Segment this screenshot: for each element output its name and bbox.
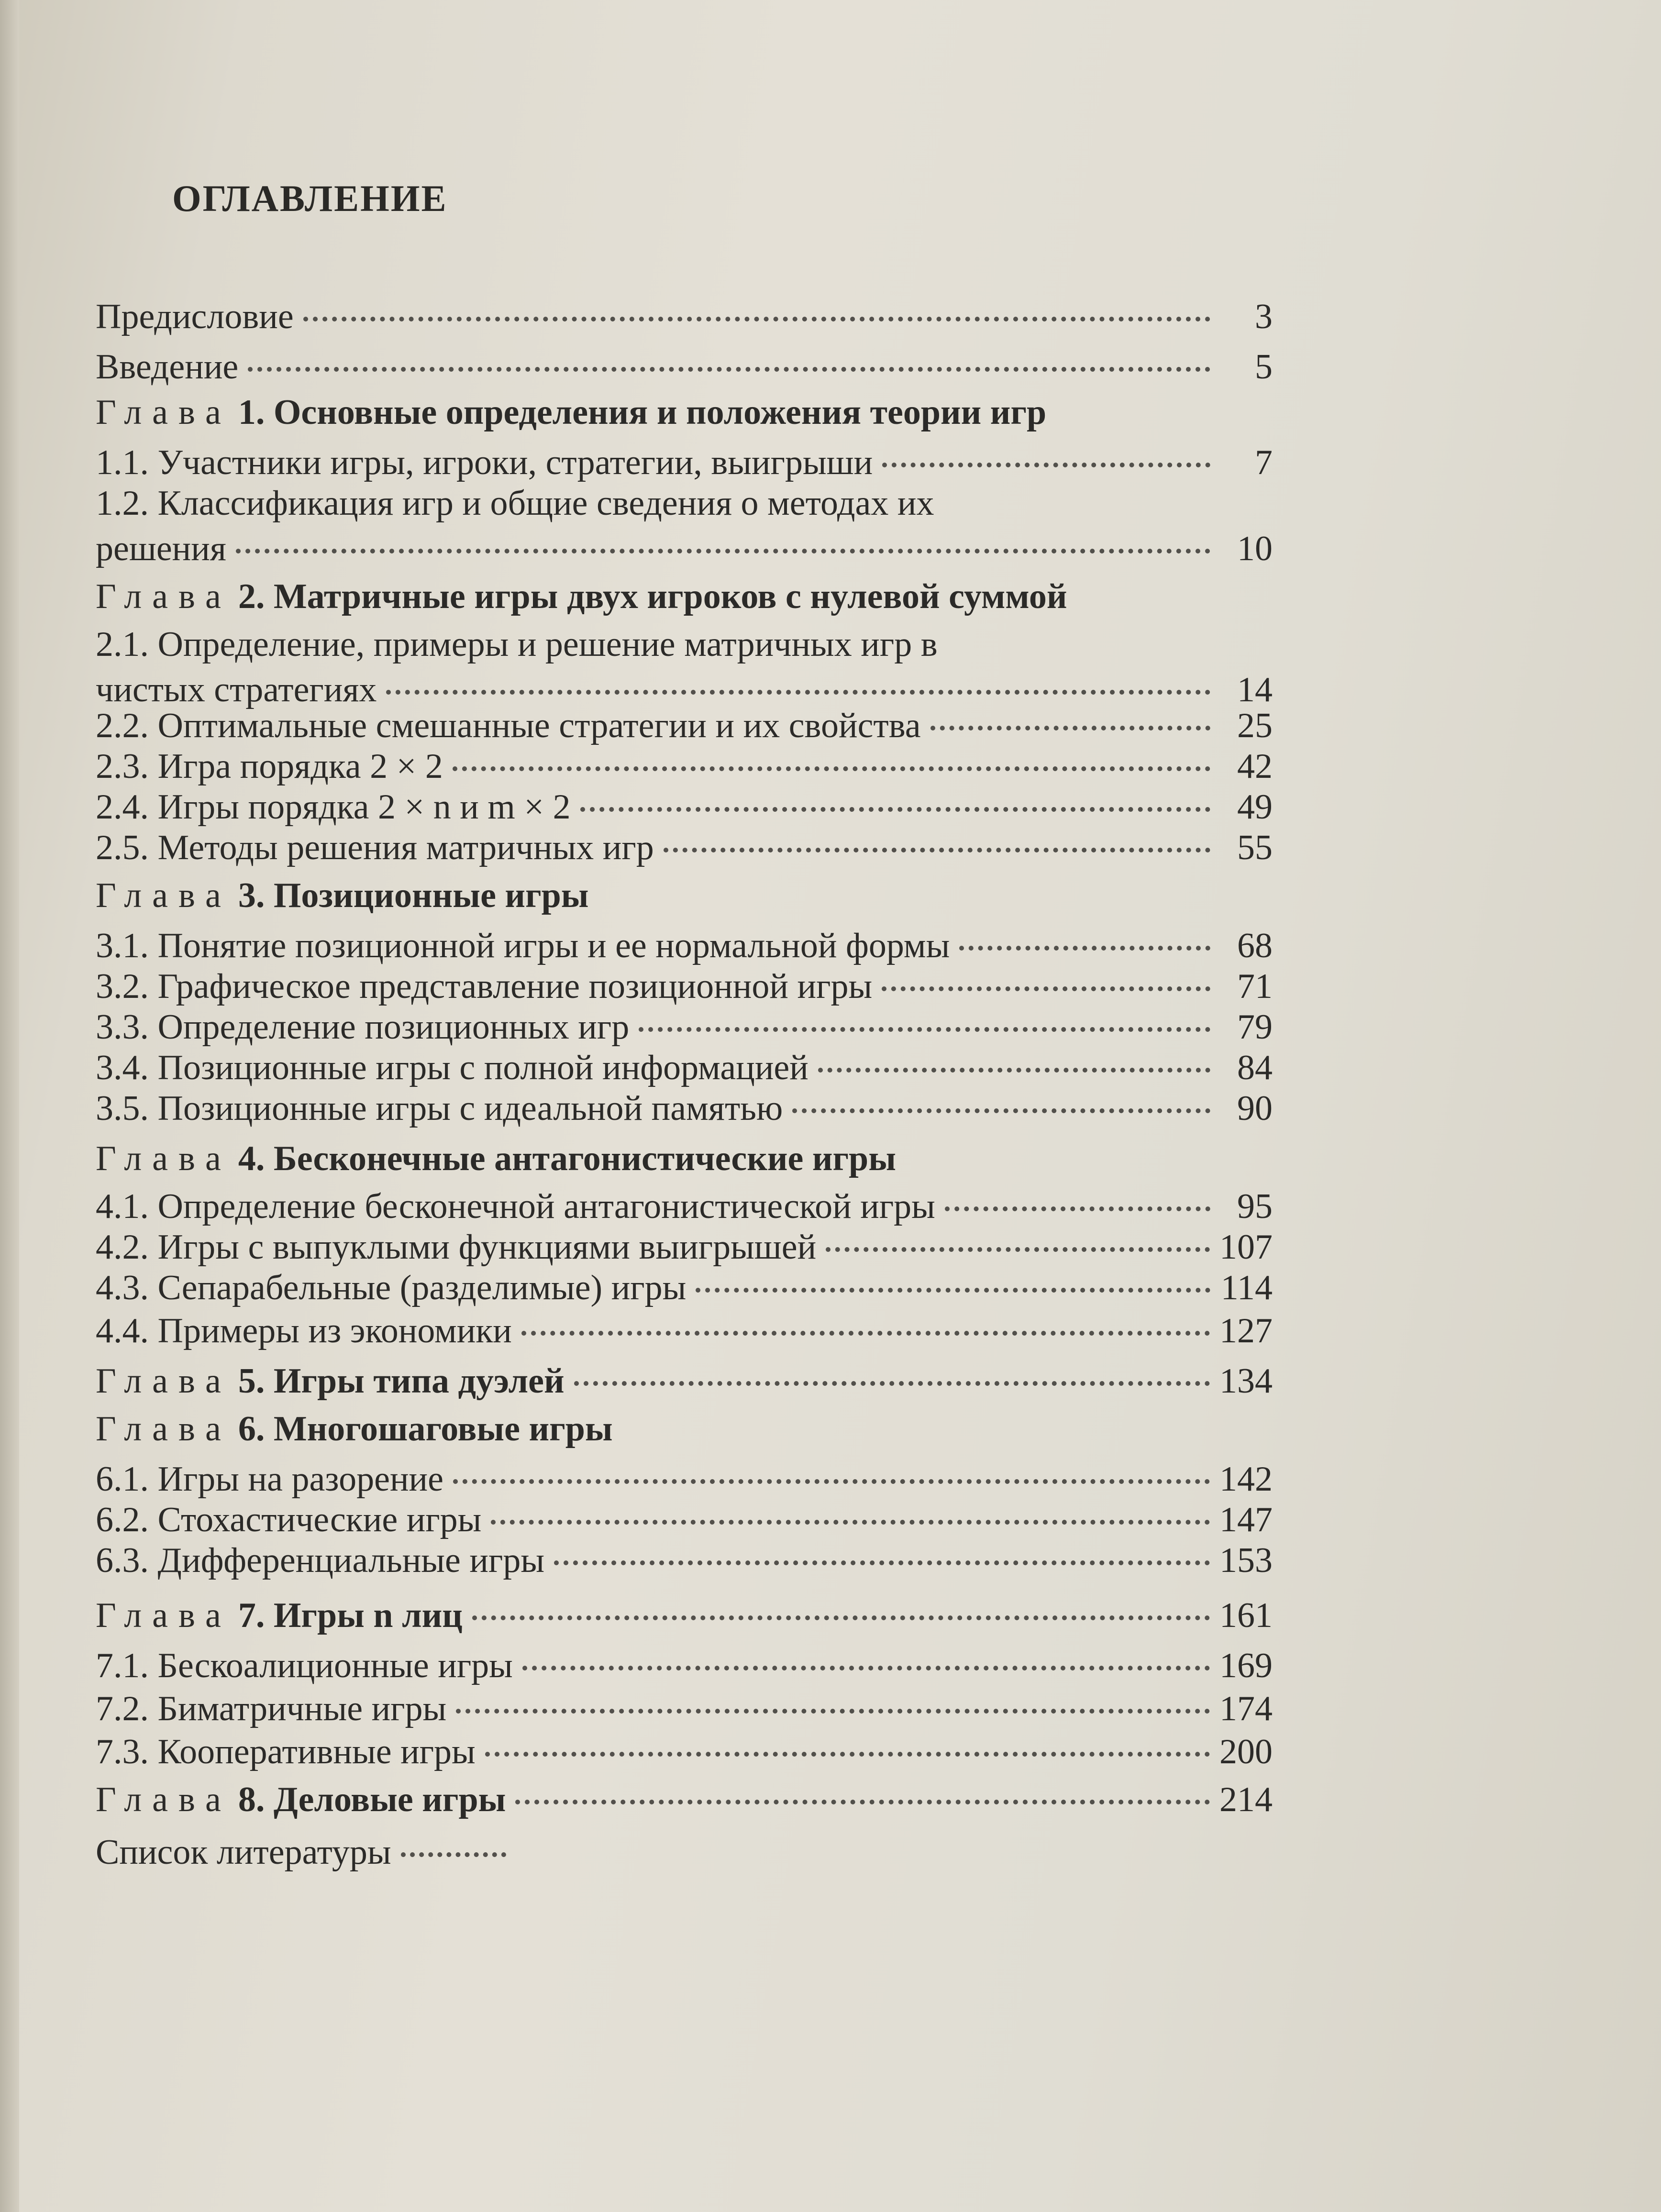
toc-entry-title: 2.5. Методы решения матричных игр [96, 828, 654, 867]
toc-chapter [96, 576, 1273, 619]
dot-leader [664, 843, 1210, 852]
dot-leader [485, 1747, 1210, 1757]
dot-leader [386, 685, 1210, 695]
toc-chapter [96, 1780, 1273, 1823]
dot-leader [580, 802, 1210, 812]
chapter-title: 5. Игры типа дуэлей [238, 1361, 565, 1401]
toc-entry [96, 1732, 1273, 1775]
toc-entry-page: 147 [1219, 1500, 1273, 1539]
toc-entry-page: 95 [1237, 1187, 1273, 1226]
toc-entry-title: Предисловие [96, 297, 294, 336]
toc-entry-page: 3 [1255, 297, 1273, 336]
toc-entry [96, 1227, 1273, 1270]
toc-entry-title-cont: чистых стратегиях [96, 670, 377, 709]
toc-entry-page: 71 [1237, 967, 1273, 1006]
toc-entry-title-cont: решения [96, 529, 226, 568]
toc-entry-title: 3.5. Позиционные игры с идеальной памятью [96, 1089, 783, 1128]
chapter-label: Глава [96, 1780, 232, 1819]
toc-entry [96, 1048, 1273, 1091]
toc-entry [96, 1268, 1273, 1311]
chapter-label: Глава [96, 393, 232, 432]
chapter-label: Глава [96, 1596, 232, 1635]
toc-chapter [96, 1409, 1273, 1452]
toc-entry [96, 966, 1273, 1009]
toc-entry-page: 127 [1219, 1311, 1273, 1350]
toc-entry [96, 926, 1273, 969]
dot-leader [515, 1795, 1210, 1804]
toc-entry-title: 4.2. Игры с выпуклыми функциями выигрышей [96, 1228, 817, 1267]
dot-leader [521, 1326, 1210, 1336]
toc-entry-page: 214 [1219, 1780, 1273, 1819]
toc-entry [96, 442, 1273, 486]
toc-entry-page: 5 [1255, 347, 1273, 387]
dot-leader [882, 458, 1210, 467]
toc-entry [96, 1007, 1273, 1050]
toc-entry [96, 1540, 1273, 1583]
toc-entry-title: 3.2. Графическое представление позиционной игры [96, 967, 873, 1006]
toc-entry-page: 114 [1220, 1268, 1273, 1307]
toc-entry-title: 4.4. Примеры из экономики [96, 1311, 512, 1350]
toc-chapter [96, 875, 1273, 918]
dot-leader [826, 1242, 1210, 1252]
toc-entry-page: 25 [1237, 706, 1273, 745]
toc-entry [96, 347, 1273, 390]
toc-entry-page: 84 [1237, 1048, 1273, 1087]
dot-leader [945, 1202, 1210, 1211]
toc-entry-multiline [96, 622, 1273, 713]
toc-entry-page: 14 [1237, 670, 1273, 709]
toc-entry-page: 68 [1237, 926, 1273, 965]
toc-entry-title: 2.4. Игры порядка 2 × n и m × 2 [96, 787, 571, 827]
chapter-title: 1. Основные определения и положения теории игр [238, 393, 1047, 432]
toc-entry-page: 10 [1237, 529, 1273, 568]
toc-entry [96, 1832, 1273, 1875]
toc-entry-title: 2.3. Игра порядка 2 × 2 [96, 747, 443, 786]
chapter-label: Глава [96, 876, 232, 915]
toc-entry-page: 169 [1219, 1646, 1273, 1685]
chapter-title: 7. Игры n лиц [238, 1596, 463, 1635]
chapter-label: Глава [96, 1139, 232, 1178]
toc-heading: ОГЛАВЛЕНИЕ [172, 177, 448, 219]
toc-entry-page: 90 [1237, 1089, 1273, 1128]
toc-entry-title: 2.1. Определение, примеры и решение матричных игр в [96, 625, 938, 664]
toc-entry-title: 6.3. Дифференциальные игры [96, 1541, 545, 1580]
toc-entry [96, 297, 1273, 340]
toc-entry-title: 1.1. Участники игры, игроки, стратегии, выигрыши [96, 443, 873, 482]
toc-chapter [96, 1139, 1273, 1182]
toc-entry-title: 3.1. Понятие позиционной игры и ее нормальной формы [96, 926, 950, 965]
toc-entry-page: 142 [1219, 1460, 1273, 1499]
chapter-label: Глава [96, 1409, 232, 1449]
dot-leader [818, 1063, 1210, 1073]
toc-entry [96, 787, 1273, 830]
chapter-title: 4. Бесконечные антагонистические игры [238, 1139, 896, 1178]
dot-leader [236, 544, 1210, 553]
toc-entry-page: 49 [1237, 787, 1273, 827]
dot-leader [491, 1515, 1210, 1525]
dot-leader [882, 982, 1210, 991]
toc-entry-page: 107 [1219, 1228, 1273, 1267]
toc-entry-title: 1.2. Классификация игр и общие сведения о методах их [96, 484, 934, 523]
toc-entry [96, 1311, 1273, 1354]
dot-leader [959, 941, 1210, 951]
dot-leader [248, 362, 1210, 372]
toc-entry [96, 828, 1273, 871]
toc-entry-title: 3.4. Позиционные игры с полной информацией [96, 1048, 808, 1087]
toc-entry-page: 134 [1219, 1361, 1273, 1401]
toc-entry-page: 153 [1219, 1541, 1273, 1580]
toc-entry-page: 174 [1219, 1689, 1273, 1728]
toc-entry-title: 7.3. Кооперативные игры [96, 1732, 476, 1771]
dot-leader [456, 1704, 1210, 1714]
toc-entry [96, 1689, 1273, 1732]
chapter-title: 3. Позиционные игры [238, 876, 589, 915]
chapter-title: 2. Матричные игры двух игроков с нулевой суммой [238, 577, 1067, 616]
dot-leader [792, 1104, 1210, 1113]
dot-leader [453, 1474, 1210, 1484]
toc-entry-title: 4.3. Сепарабельные (разделимые) игры [96, 1268, 687, 1307]
dot-leader [522, 1661, 1210, 1670]
toc-entry-title: 4.1. Определение бесконечной антагонистической игры [96, 1187, 935, 1226]
chapter-title: 6. Многошаговые игры [238, 1409, 613, 1449]
toc-entry [96, 706, 1273, 749]
toc-entry-title: Список литературы [96, 1833, 391, 1872]
toc-entry [96, 746, 1273, 789]
toc-entry-title: 2.2. Оптимальные смешанные стратегии и их свойства [96, 706, 921, 745]
toc-entry-page: 200 [1219, 1732, 1273, 1771]
dot-leader [554, 1556, 1210, 1565]
dot-leader [930, 721, 1210, 730]
toc-entry [96, 1459, 1273, 1502]
dot-leader [453, 762, 1210, 771]
toc-entry [96, 1646, 1273, 1689]
toc-entry [96, 1186, 1273, 1229]
dot-leader [303, 312, 1210, 321]
toc-entry-multiline [96, 481, 1273, 572]
dot-leader [574, 1376, 1210, 1386]
toc-entry-page: 7 [1255, 443, 1273, 482]
toc-entry [96, 1088, 1273, 1131]
toc-chapter [96, 392, 1273, 435]
dot-leader [639, 1022, 1210, 1032]
toc-entry-title: Введение [96, 347, 239, 387]
toc-entry-page: 79 [1237, 1007, 1273, 1047]
toc-chapter [96, 1595, 1273, 1638]
dot-leader [472, 1611, 1210, 1620]
toc-entry-title: 7.1. Бескоалиционные игры [96, 1646, 513, 1685]
chapter-title: 8. Деловые игры [238, 1780, 506, 1819]
toc-entry-title: 7.2. Биматричные игры [96, 1689, 447, 1728]
toc-entry-page: 55 [1237, 828, 1273, 867]
toc-entry-page: 161 [1219, 1596, 1273, 1635]
toc-entry [96, 1500, 1273, 1543]
toc-entry-title: 3.3. Определение позиционных игр [96, 1007, 630, 1047]
chapter-label: Глава [96, 577, 232, 616]
dot-leader [401, 1847, 506, 1857]
chapter-label: Глава [96, 1361, 232, 1401]
toc-entry-title: 6.2. Стохастические игры [96, 1500, 482, 1539]
dot-leader [696, 1283, 1210, 1293]
toc-chapter [96, 1361, 1273, 1404]
toc-entry-title: 6.1. Игры на разорение [96, 1460, 443, 1499]
toc-entry-page: 42 [1237, 747, 1273, 786]
